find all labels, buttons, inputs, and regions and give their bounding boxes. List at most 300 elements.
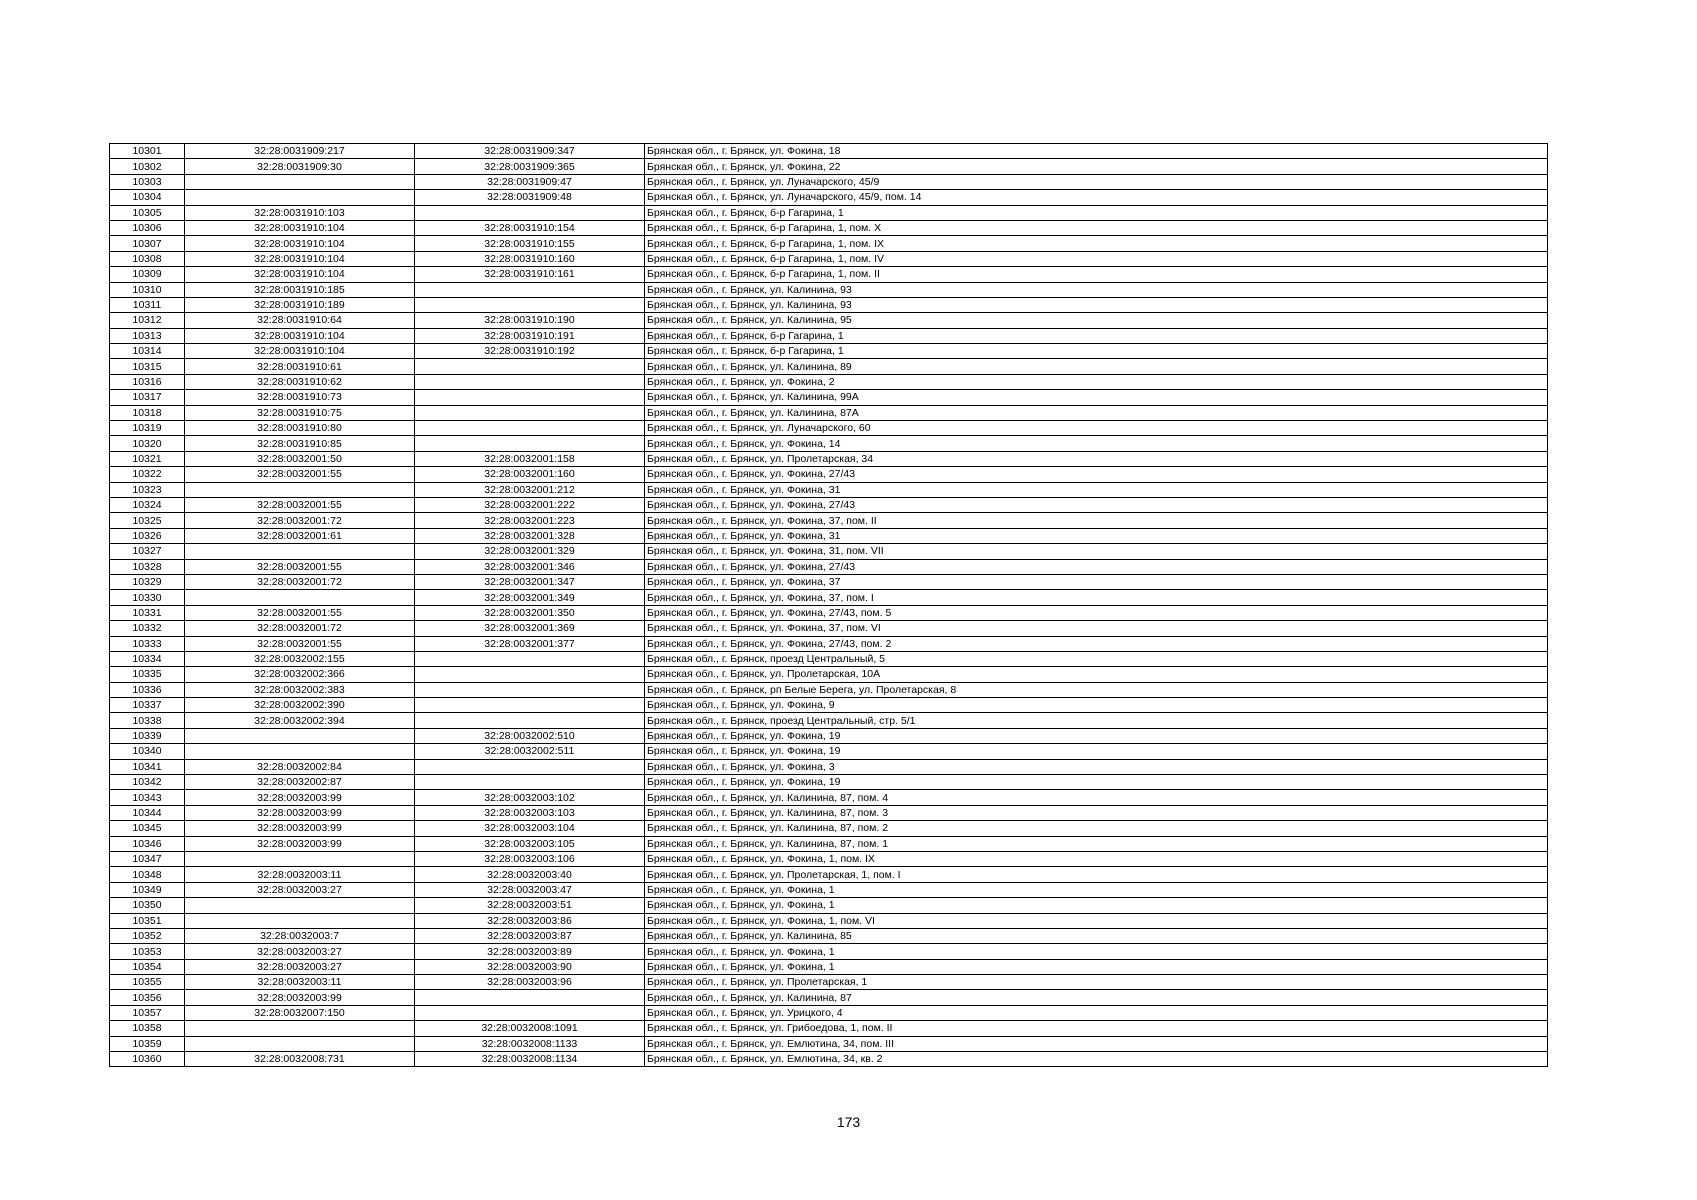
row-number-cell: 10306 (110, 220, 185, 235)
address-cell: Брянская обл., г. Брянск, б-р Гагарина, 1, пом. X (645, 220, 1548, 235)
table-row (110, 882, 1548, 897)
table-row (110, 282, 1548, 297)
address-cell: Брянская обл., г. Брянск, ул. Фокина, 37 (645, 574, 1548, 589)
table-row (110, 1005, 1548, 1020)
row-number-cell: 10333 (110, 636, 185, 651)
building-cadastral-number-cell: 32:28:0032003:40 (415, 867, 645, 882)
building-cadastral-number-cell: 32:28:0032001:328 (415, 528, 645, 543)
table-row (110, 359, 1548, 374)
table-row (110, 698, 1548, 713)
address-cell: Брянская обл., г. Брянск, б-р Гагарина, 1 (645, 328, 1548, 343)
address-cell: Брянская обл., г. Брянск, ул. Фокина, 27/43 (645, 497, 1548, 512)
building-cadastral-number-cell: 32:28:0032003:47 (415, 882, 645, 897)
address-cell: Брянская обл., г. Брянск, ул. Калинина, 93 (645, 297, 1548, 312)
address-cell: Брянская обл., г. Брянск, ул. Фокина, 1 (645, 882, 1548, 897)
table-row (110, 328, 1548, 343)
table-row (110, 851, 1548, 866)
row-number-cell: 10312 (110, 313, 185, 328)
table-row (110, 497, 1548, 512)
address-cell: Брянская обл., г. Брянск, ул. Фокина, 18 (645, 144, 1548, 159)
address-cell: Брянская обл., г. Брянск, ул. Фокина, 27/43 (645, 467, 1548, 482)
land-cadastral-number-cell: 32:28:0032002:84 (185, 759, 415, 774)
land-cadastral-number-cell (185, 851, 415, 866)
land-cadastral-number-cell: 32:28:0032001:55 (185, 467, 415, 482)
row-number-cell: 10340 (110, 744, 185, 759)
land-cadastral-number-cell: 32:28:0031910:61 (185, 359, 415, 374)
table-row (110, 944, 1548, 959)
table-row (110, 759, 1548, 774)
row-number-cell: 10342 (110, 775, 185, 790)
table-row (110, 297, 1548, 312)
row-number-cell: 10360 (110, 1052, 185, 1067)
table-row (110, 159, 1548, 174)
building-cadastral-number-cell: 32:28:0032001:329 (415, 544, 645, 559)
row-number-cell: 10358 (110, 1021, 185, 1036)
table-row (110, 1052, 1548, 1067)
building-cadastral-number-cell (415, 405, 645, 420)
address-cell: Брянская обл., г. Брянск, ул. Калинина, 99А (645, 390, 1548, 405)
building-cadastral-number-cell: 32:28:0032003:102 (415, 790, 645, 805)
land-cadastral-number-cell: 32:28:0032002:87 (185, 775, 415, 790)
table-row (110, 682, 1548, 697)
building-cadastral-number-cell: 32:28:0031909:47 (415, 174, 645, 189)
row-number-cell: 10345 (110, 821, 185, 836)
table-row (110, 805, 1548, 820)
row-number-cell: 10327 (110, 544, 185, 559)
table-row (110, 713, 1548, 728)
table-row (110, 251, 1548, 266)
table-row (110, 559, 1548, 574)
land-cadastral-number-cell: 32:28:0032002:394 (185, 713, 415, 728)
land-cadastral-number-cell (185, 590, 415, 605)
land-cadastral-number-cell: 32:28:0031910:62 (185, 374, 415, 389)
row-number-cell: 10346 (110, 836, 185, 851)
table-row (110, 374, 1548, 389)
table-row (110, 436, 1548, 451)
address-cell: Брянская обл., г. Брянск, ул. Фокина, 9 (645, 698, 1548, 713)
building-cadastral-number-cell (415, 205, 645, 220)
row-number-cell: 10337 (110, 698, 185, 713)
land-cadastral-number-cell: 32:28:0032003:99 (185, 836, 415, 851)
address-cell: Брянская обл., г. Брянск, ул. Пролетарская, 10А (645, 667, 1548, 682)
table-row (110, 513, 1548, 528)
row-number-cell: 10314 (110, 344, 185, 359)
row-number-cell: 10331 (110, 605, 185, 620)
address-cell: Брянская обл., г. Брянск, ул. Калинина, 87А (645, 405, 1548, 420)
row-number-cell: 10339 (110, 728, 185, 743)
land-cadastral-number-cell: 32:28:0032002:390 (185, 698, 415, 713)
row-number-cell: 10318 (110, 405, 185, 420)
address-cell: Брянская обл., г. Брянск, ул. Пролетарская, 1 (645, 975, 1548, 990)
land-cadastral-number-cell: 32:28:0032003:27 (185, 944, 415, 959)
row-number-cell: 10303 (110, 174, 185, 189)
building-cadastral-number-cell (415, 698, 645, 713)
table-row (110, 421, 1548, 436)
page-number: 173 (836, 1114, 861, 1130)
building-cadastral-number-cell: 32:28:0032002:511 (415, 744, 645, 759)
row-number-cell: 10354 (110, 959, 185, 974)
building-cadastral-number-cell (415, 1005, 645, 1020)
table-row (110, 636, 1548, 651)
land-cadastral-number-cell: 32:28:0032001:50 (185, 451, 415, 466)
row-number-cell: 10313 (110, 328, 185, 343)
document-table (109, 143, 1548, 1067)
row-number-cell: 10308 (110, 251, 185, 266)
land-cadastral-number-cell (185, 482, 415, 497)
land-cadastral-number-cell: 32:28:0032003:27 (185, 959, 415, 974)
land-cadastral-number-cell: 32:28:0032001:72 (185, 574, 415, 589)
building-cadastral-number-cell: 32:28:0032001:222 (415, 497, 645, 512)
row-number-cell: 10304 (110, 190, 185, 205)
building-cadastral-number-cell: 32:28:0031909:347 (415, 144, 645, 159)
land-cadastral-number-cell: 32:28:0031909:30 (185, 159, 415, 174)
building-cadastral-number-cell: 32:28:0032002:510 (415, 728, 645, 743)
land-cadastral-number-cell: 32:28:0032002:366 (185, 667, 415, 682)
building-cadastral-number-cell: 32:28:0031910:161 (415, 267, 645, 282)
building-cadastral-number-cell: 32:28:0032001:158 (415, 451, 645, 466)
address-cell: Брянская обл., г. Брянск, б-р Гагарина, 1 (645, 205, 1548, 220)
address-cell: Брянская обл., г. Брянск, ул. Калинина, 93 (645, 282, 1548, 297)
row-number-cell: 10343 (110, 790, 185, 805)
table-row (110, 836, 1548, 851)
address-cell: Брянская обл., г. Брянск, ул. Фокина, 31 (645, 528, 1548, 543)
building-cadastral-number-cell (415, 390, 645, 405)
row-number-cell: 10347 (110, 851, 185, 866)
table-row (110, 959, 1548, 974)
building-cadastral-number-cell: 32:28:0032003:86 (415, 913, 645, 928)
land-cadastral-number-cell: 32:28:0032003:99 (185, 990, 415, 1005)
building-cadastral-number-cell: 32:28:0031910:154 (415, 220, 645, 235)
table-row (110, 1021, 1548, 1036)
land-cadastral-number-cell: 32:28:0031910:189 (185, 297, 415, 312)
table-row (110, 544, 1548, 559)
address-cell: Брянская обл., г. Брянск, ул. Калинина, 87, пом. 4 (645, 790, 1548, 805)
land-cadastral-number-cell (185, 190, 415, 205)
land-cadastral-number-cell: 32:28:0032003:11 (185, 975, 415, 990)
table-row (110, 928, 1548, 943)
land-cadastral-number-cell: 32:28:0032001:72 (185, 621, 415, 636)
row-number-cell: 10351 (110, 913, 185, 928)
land-cadastral-number-cell: 32:28:0032008:731 (185, 1052, 415, 1067)
building-cadastral-number-cell: 32:28:0032001:349 (415, 590, 645, 605)
address-cell: Брянская обл., г. Брянск, рп Белые Берега, ул. Пролетарская, 8 (645, 682, 1548, 697)
address-cell: Брянская обл., г. Брянск, ул. Фокина, 27/43, пом. 2 (645, 636, 1548, 651)
table-row (110, 728, 1548, 743)
table-row (110, 975, 1548, 990)
land-cadastral-number-cell: 32:28:0031910:73 (185, 390, 415, 405)
land-cadastral-number-cell: 32:28:0032003:99 (185, 805, 415, 820)
address-cell: Брянская обл., г. Брянск, ул. Емлютина, 34, пом. III (645, 1036, 1548, 1051)
row-number-cell: 10334 (110, 651, 185, 666)
land-cadastral-number-cell: 32:28:0032003:7 (185, 928, 415, 943)
table-row (110, 482, 1548, 497)
address-cell: Брянская обл., г. Брянск, б-р Гагарина, 1, пом. IX (645, 236, 1548, 251)
row-number-cell: 10326 (110, 528, 185, 543)
building-cadastral-number-cell (415, 775, 645, 790)
row-number-cell: 10321 (110, 451, 185, 466)
building-cadastral-number-cell: 32:28:0032003:103 (415, 805, 645, 820)
table-row (110, 790, 1548, 805)
building-cadastral-number-cell: 32:28:0032003:51 (415, 898, 645, 913)
row-number-cell: 10349 (110, 882, 185, 897)
row-number-cell: 10316 (110, 374, 185, 389)
building-cadastral-number-cell: 32:28:0032008:1091 (415, 1021, 645, 1036)
address-cell: Брянская обл., г. Брянск, ул. Фокина, 1 (645, 959, 1548, 974)
address-cell: Брянская обл., г. Брянск, ул. Калинина, 87, пом. 1 (645, 836, 1548, 851)
table-row (110, 174, 1548, 189)
address-cell: Брянская обл., г. Брянск, ул. Пролетарская, 34 (645, 451, 1548, 466)
table-row (110, 451, 1548, 466)
land-cadastral-number-cell: 32:28:0032001:61 (185, 528, 415, 543)
land-cadastral-number-cell: 32:28:0032001:55 (185, 497, 415, 512)
building-cadastral-number-cell: 32:28:0032003:90 (415, 959, 645, 974)
land-cadastral-number-cell: 32:28:0032001:55 (185, 636, 415, 651)
row-number-cell: 10332 (110, 621, 185, 636)
row-number-cell: 10328 (110, 559, 185, 574)
land-cadastral-number-cell: 32:28:0032001:55 (185, 605, 415, 620)
address-cell: Брянская обл., г. Брянск, ул. Луначарского, 45/9 (645, 174, 1548, 189)
row-number-cell: 10335 (110, 667, 185, 682)
land-cadastral-number-cell: 32:28:0032003:99 (185, 790, 415, 805)
table-row (110, 990, 1548, 1005)
table-row (110, 205, 1548, 220)
building-cadastral-number-cell: 32:28:0031910:191 (415, 328, 645, 343)
land-cadastral-number-cell: 32:28:0032003:27 (185, 882, 415, 897)
address-cell: Брянская обл., г. Брянск, б-р Гагарина, 1, пом. II (645, 267, 1548, 282)
row-number-cell: 10329 (110, 574, 185, 589)
address-cell: Брянская обл., г. Брянск, б-р Гагарина, 1 (645, 344, 1548, 359)
land-cadastral-number-cell: 32:28:0032001:72 (185, 513, 415, 528)
row-number-cell: 10336 (110, 682, 185, 697)
address-cell: Брянская обл., г. Брянск, ул. Фокина, 1, пом. IX (645, 851, 1548, 866)
table-row (110, 821, 1548, 836)
row-number-cell: 10305 (110, 205, 185, 220)
building-cadastral-number-cell (415, 682, 645, 697)
row-number-cell: 10309 (110, 267, 185, 282)
row-number-cell: 10320 (110, 436, 185, 451)
row-number-cell: 10323 (110, 482, 185, 497)
building-cadastral-number-cell (415, 667, 645, 682)
building-cadastral-number-cell: 32:28:0032001:377 (415, 636, 645, 651)
land-cadastral-number-cell: 32:28:0031910:64 (185, 313, 415, 328)
building-cadastral-number-cell: 32:28:0032003:105 (415, 836, 645, 851)
row-number-cell: 10350 (110, 898, 185, 913)
address-cell: Брянская обл., г. Брянск, ул. Фокина, 1 (645, 898, 1548, 913)
address-cell: Брянская обл., г. Брянск, ул. Урицкого, 4 (645, 1005, 1548, 1020)
address-cell: Брянская обл., г. Брянск, ул. Емлютина, 34, кв. 2 (645, 1052, 1548, 1067)
building-cadastral-number-cell: 32:28:0031910:190 (415, 313, 645, 328)
address-cell: Брянская обл., г. Брянск, ул. Фокина, 1, пом. VI (645, 913, 1548, 928)
table-row (110, 913, 1548, 928)
building-cadastral-number-cell: 32:28:0032003:106 (415, 851, 645, 866)
building-cadastral-number-cell: 32:28:0032001:212 (415, 482, 645, 497)
building-cadastral-number-cell (415, 374, 645, 389)
table-row (110, 621, 1548, 636)
address-cell: Брянская обл., г. Брянск, ул. Фокина, 2 (645, 374, 1548, 389)
row-number-cell: 10301 (110, 144, 185, 159)
row-number-cell: 10348 (110, 867, 185, 882)
table-row (110, 898, 1548, 913)
row-number-cell: 10356 (110, 990, 185, 1005)
land-cadastral-number-cell: 32:28:0032001:55 (185, 559, 415, 574)
address-cell: Брянская обл., г. Брянск, ул. Фокина, 3 (645, 759, 1548, 774)
row-number-cell: 10317 (110, 390, 185, 405)
address-cell: Брянская обл., г. Брянск, ул. Фокина, 19 (645, 775, 1548, 790)
row-number-cell: 10341 (110, 759, 185, 774)
building-cadastral-number-cell: 32:28:0032008:1133 (415, 1036, 645, 1051)
building-cadastral-number-cell: 32:28:0032008:1134 (415, 1052, 645, 1067)
address-cell: Брянская обл., г. Брянск, ул. Фокина, 37, пом. I (645, 590, 1548, 605)
table-row (110, 344, 1548, 359)
building-cadastral-number-cell: 32:28:0031910:192 (415, 344, 645, 359)
address-cell: Брянская обл., г. Брянск, ул. Фокина, 1 (645, 944, 1548, 959)
address-cell: Брянская обл., г. Брянск, ул. Фокина, 31 (645, 482, 1548, 497)
table-row (110, 775, 1548, 790)
building-cadastral-number-cell: 32:28:0031910:160 (415, 251, 645, 266)
land-cadastral-number-cell (185, 1021, 415, 1036)
address-cell: Брянская обл., г. Брянск, ул. Фокина, 14 (645, 436, 1548, 451)
land-cadastral-number-cell (185, 898, 415, 913)
row-number-cell: 10322 (110, 467, 185, 482)
building-cadastral-number-cell: 32:28:0032001:350 (415, 605, 645, 620)
building-cadastral-number-cell: 32:28:0032003:96 (415, 975, 645, 990)
building-cadastral-number-cell: 32:28:0032001:369 (415, 621, 645, 636)
land-cadastral-number-cell (185, 913, 415, 928)
address-cell: Брянская обл., г. Брянск, ул. Калинина, 85 (645, 928, 1548, 943)
land-cadastral-number-cell: 32:28:0032007:150 (185, 1005, 415, 1020)
land-cadastral-number-cell: 32:28:0032003:99 (185, 821, 415, 836)
table-row (110, 574, 1548, 589)
land-cadastral-number-cell (185, 544, 415, 559)
row-number-cell: 10357 (110, 1005, 185, 1020)
land-cadastral-number-cell: 32:28:0032002:155 (185, 651, 415, 666)
address-cell: Брянская обл., г. Брянск, ул. Фокина, 31, пом. VII (645, 544, 1548, 559)
address-cell: Брянская обл., г. Брянск, б-р Гагарина, 1, пом. IV (645, 251, 1548, 266)
land-cadastral-number-cell (185, 1036, 415, 1051)
building-cadastral-number-cell: 32:28:0032001:347 (415, 574, 645, 589)
address-cell: Брянская обл., г. Брянск, ул. Луначарского, 60 (645, 421, 1548, 436)
row-number-cell: 10355 (110, 975, 185, 990)
land-cadastral-number-cell: 32:28:0031910:104 (185, 251, 415, 266)
land-cadastral-number-cell: 32:28:0031909:217 (185, 144, 415, 159)
row-number-cell: 10338 (110, 713, 185, 728)
address-cell: Брянская обл., г. Брянск, ул. Калинина, 87, пом. 3 (645, 805, 1548, 820)
table-row (110, 144, 1548, 159)
table-row (110, 390, 1548, 405)
land-cadastral-number-cell: 32:28:0031910:103 (185, 205, 415, 220)
land-cadastral-number-cell: 32:28:0031910:104 (185, 236, 415, 251)
building-cadastral-number-cell: 32:28:0032001:223 (415, 513, 645, 528)
building-cadastral-number-cell (415, 421, 645, 436)
building-cadastral-number-cell (415, 359, 645, 374)
table-row (110, 528, 1548, 543)
address-cell: Брянская обл., г. Брянск, ул. Луначарского, 45/9, пом. 14 (645, 190, 1548, 205)
table-row (110, 467, 1548, 482)
building-cadastral-number-cell: 32:28:0032001:346 (415, 559, 645, 574)
address-cell: Брянская обл., г. Брянск, ул. Пролетарская, 1, пом. I (645, 867, 1548, 882)
land-cadastral-number-cell: 32:28:0032003:11 (185, 867, 415, 882)
table-row (110, 605, 1548, 620)
table-row (110, 220, 1548, 235)
address-cell: Брянская обл., г. Брянск, ул. Фокина, 27/43 (645, 559, 1548, 574)
table-row (110, 744, 1548, 759)
table-row (110, 236, 1548, 251)
row-number-cell: 10302 (110, 159, 185, 174)
building-cadastral-number-cell (415, 713, 645, 728)
table-row (110, 190, 1548, 205)
building-cadastral-number-cell (415, 651, 645, 666)
land-cadastral-number-cell (185, 728, 415, 743)
table-row (110, 313, 1548, 328)
address-cell: Брянская обл., г. Брянск, ул. Калинина, 95 (645, 313, 1548, 328)
land-cadastral-number-cell: 32:28:0031910:104 (185, 267, 415, 282)
table-row (110, 667, 1548, 682)
document-table-body (110, 144, 1548, 1067)
address-cell: Брянская обл., г. Брянск, ул. Калинина, 87, пом. 2 (645, 821, 1548, 836)
building-cadastral-number-cell: 32:28:0031910:155 (415, 236, 645, 251)
land-cadastral-number-cell: 32:28:0031910:85 (185, 436, 415, 451)
building-cadastral-number-cell (415, 297, 645, 312)
table-row (110, 267, 1548, 282)
row-number-cell: 10307 (110, 236, 185, 251)
address-cell: Брянская обл., г. Брянск, ул. Фокина, 37, пом. II (645, 513, 1548, 528)
address-cell: Брянская обл., г. Брянск, ул. Фокина, 19 (645, 728, 1548, 743)
row-number-cell: 10311 (110, 297, 185, 312)
land-cadastral-number-cell: 32:28:0031910:104 (185, 220, 415, 235)
table-row (110, 1036, 1548, 1051)
land-cadastral-number-cell: 32:28:0031910:185 (185, 282, 415, 297)
address-cell: Брянская обл., г. Брянск, ул. Калинина, 89 (645, 359, 1548, 374)
row-number-cell: 10310 (110, 282, 185, 297)
building-cadastral-number-cell: 32:28:0032003:89 (415, 944, 645, 959)
building-cadastral-number-cell: 32:28:0032003:87 (415, 928, 645, 943)
row-number-cell: 10353 (110, 944, 185, 959)
land-cadastral-number-cell: 32:28:0031910:80 (185, 421, 415, 436)
building-cadastral-number-cell (415, 990, 645, 1005)
land-cadastral-number-cell (185, 174, 415, 189)
address-cell: Брянская обл., г. Брянск, ул. Фокина, 22 (645, 159, 1548, 174)
building-cadastral-number-cell: 32:28:0031909:48 (415, 190, 645, 205)
land-cadastral-number-cell: 32:28:0031910:104 (185, 328, 415, 343)
address-cell: Брянская обл., г. Брянск, ул. Фокина, 37, пом. VI (645, 621, 1548, 636)
address-cell: Брянская обл., г. Брянск, проезд Центральный, 5 (645, 651, 1548, 666)
table-row (110, 590, 1548, 605)
table-row (110, 405, 1548, 420)
address-cell: Брянская обл., г. Брянск, ул. Фокина, 27/43, пом. 5 (645, 605, 1548, 620)
land-cadastral-number-cell (185, 744, 415, 759)
building-cadastral-number-cell: 32:28:0032003:104 (415, 821, 645, 836)
address-cell: Брянская обл., г. Брянск, ул. Грибоедова, 1, пом. II (645, 1021, 1548, 1036)
land-cadastral-number-cell: 32:28:0032002:383 (185, 682, 415, 697)
building-cadastral-number-cell: 32:28:0032001:160 (415, 467, 645, 482)
row-number-cell: 10319 (110, 421, 185, 436)
row-number-cell: 10344 (110, 805, 185, 820)
row-number-cell: 10324 (110, 497, 185, 512)
building-cadastral-number-cell (415, 282, 645, 297)
row-number-cell: 10359 (110, 1036, 185, 1051)
row-number-cell: 10352 (110, 928, 185, 943)
land-cadastral-number-cell: 32:28:0031910:104 (185, 344, 415, 359)
building-cadastral-number-cell (415, 436, 645, 451)
row-number-cell: 10325 (110, 513, 185, 528)
address-cell: Брянская обл., г. Брянск, ул. Калинина, 87 (645, 990, 1548, 1005)
address-cell: Брянская обл., г. Брянск, проезд Центральный, стр. 5/1 (645, 713, 1548, 728)
row-number-cell: 10330 (110, 590, 185, 605)
table-row (110, 867, 1548, 882)
land-cadastral-number-cell: 32:28:0031910:75 (185, 405, 415, 420)
table-row (110, 651, 1548, 666)
address-cell: Брянская обл., г. Брянск, ул. Фокина, 19 (645, 744, 1548, 759)
